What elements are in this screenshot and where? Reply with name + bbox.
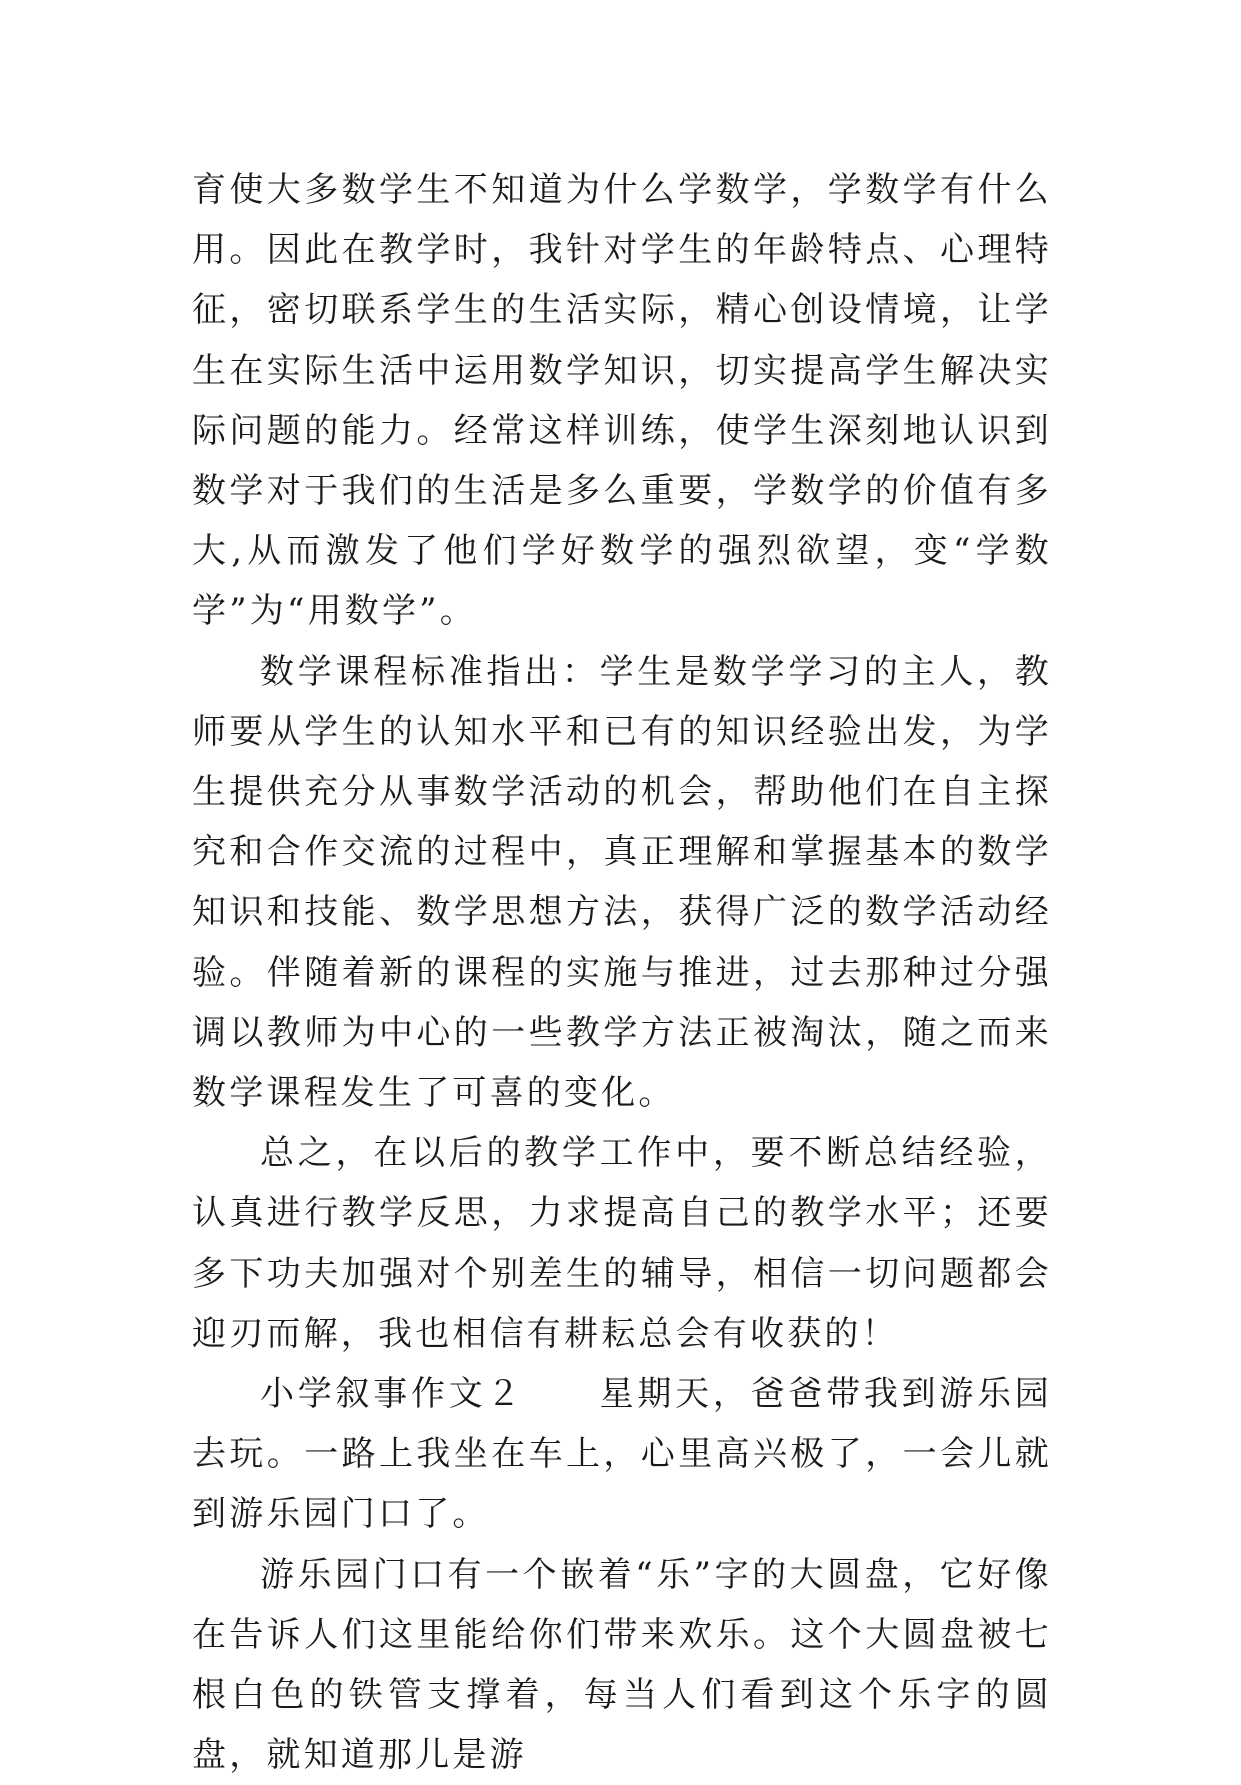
paragraph-1: 育使大多数学生不知道为什么学数学，学数学有什么用。因此在教学时，我针对学生的年龄特点、心理特征，密切联系学生的生活实际，精心创设情境，让学生在实际生活中运用数学知识，切实提高学生解决实际问题的能力。经常这样训练，使学生深刻地认识到数学对于我们的生活是多么重要，学数学的价值有多大,从而激发了他们学好数学的强烈欲望，变“学数学”为“用数学”。 — [192, 170, 1052, 632]
paragraph-5: 游乐园门口有一个嵌着“乐”字的大圆盘，它好像在告诉人们这里能给你们带来欢乐。这个大圆盘被七根白色的铁管支撑着，每当人们看到这个乐字的圆盘，就知道那儿是游 — [192, 1554, 1052, 1776]
paragraph-3: 总之，在以后的教学工作中，要不断总结经验，认真进行教学反思，力求提高自己的教学水平；还要多下功夫加强对个别差生的辅导，相信一切问题都会迎刃而解，我也相信有耕耘总会有收获的！ — [192, 1133, 1052, 1354]
paragraph-4: 小学叙事作文２ 星期天，爸爸带我到游乐园去玩。一路上我坐在车上，心里高兴极了，一会儿就到游乐园门口了。 — [192, 1374, 1052, 1535]
document-body — [192, 160, 1052, 1785]
paragraph-2: 数学课程标准指出：学生是数学学习的主人，教师要从学生的认知水平和已有的知识经验出发，为学生提供充分从事数学活动的机会，帮助他们在自主探究和合作交流的过程中，真正理解和掌握基本的数学知识和技能、数学思想方法，获得广泛的数学活动经验。伴随着新的课程的实施与推进，过去那种过分强调以教师为中心的一些教学方法正被淘汰，随之而来数学课程发生了可喜的变化。 — [192, 651, 1052, 1114]
